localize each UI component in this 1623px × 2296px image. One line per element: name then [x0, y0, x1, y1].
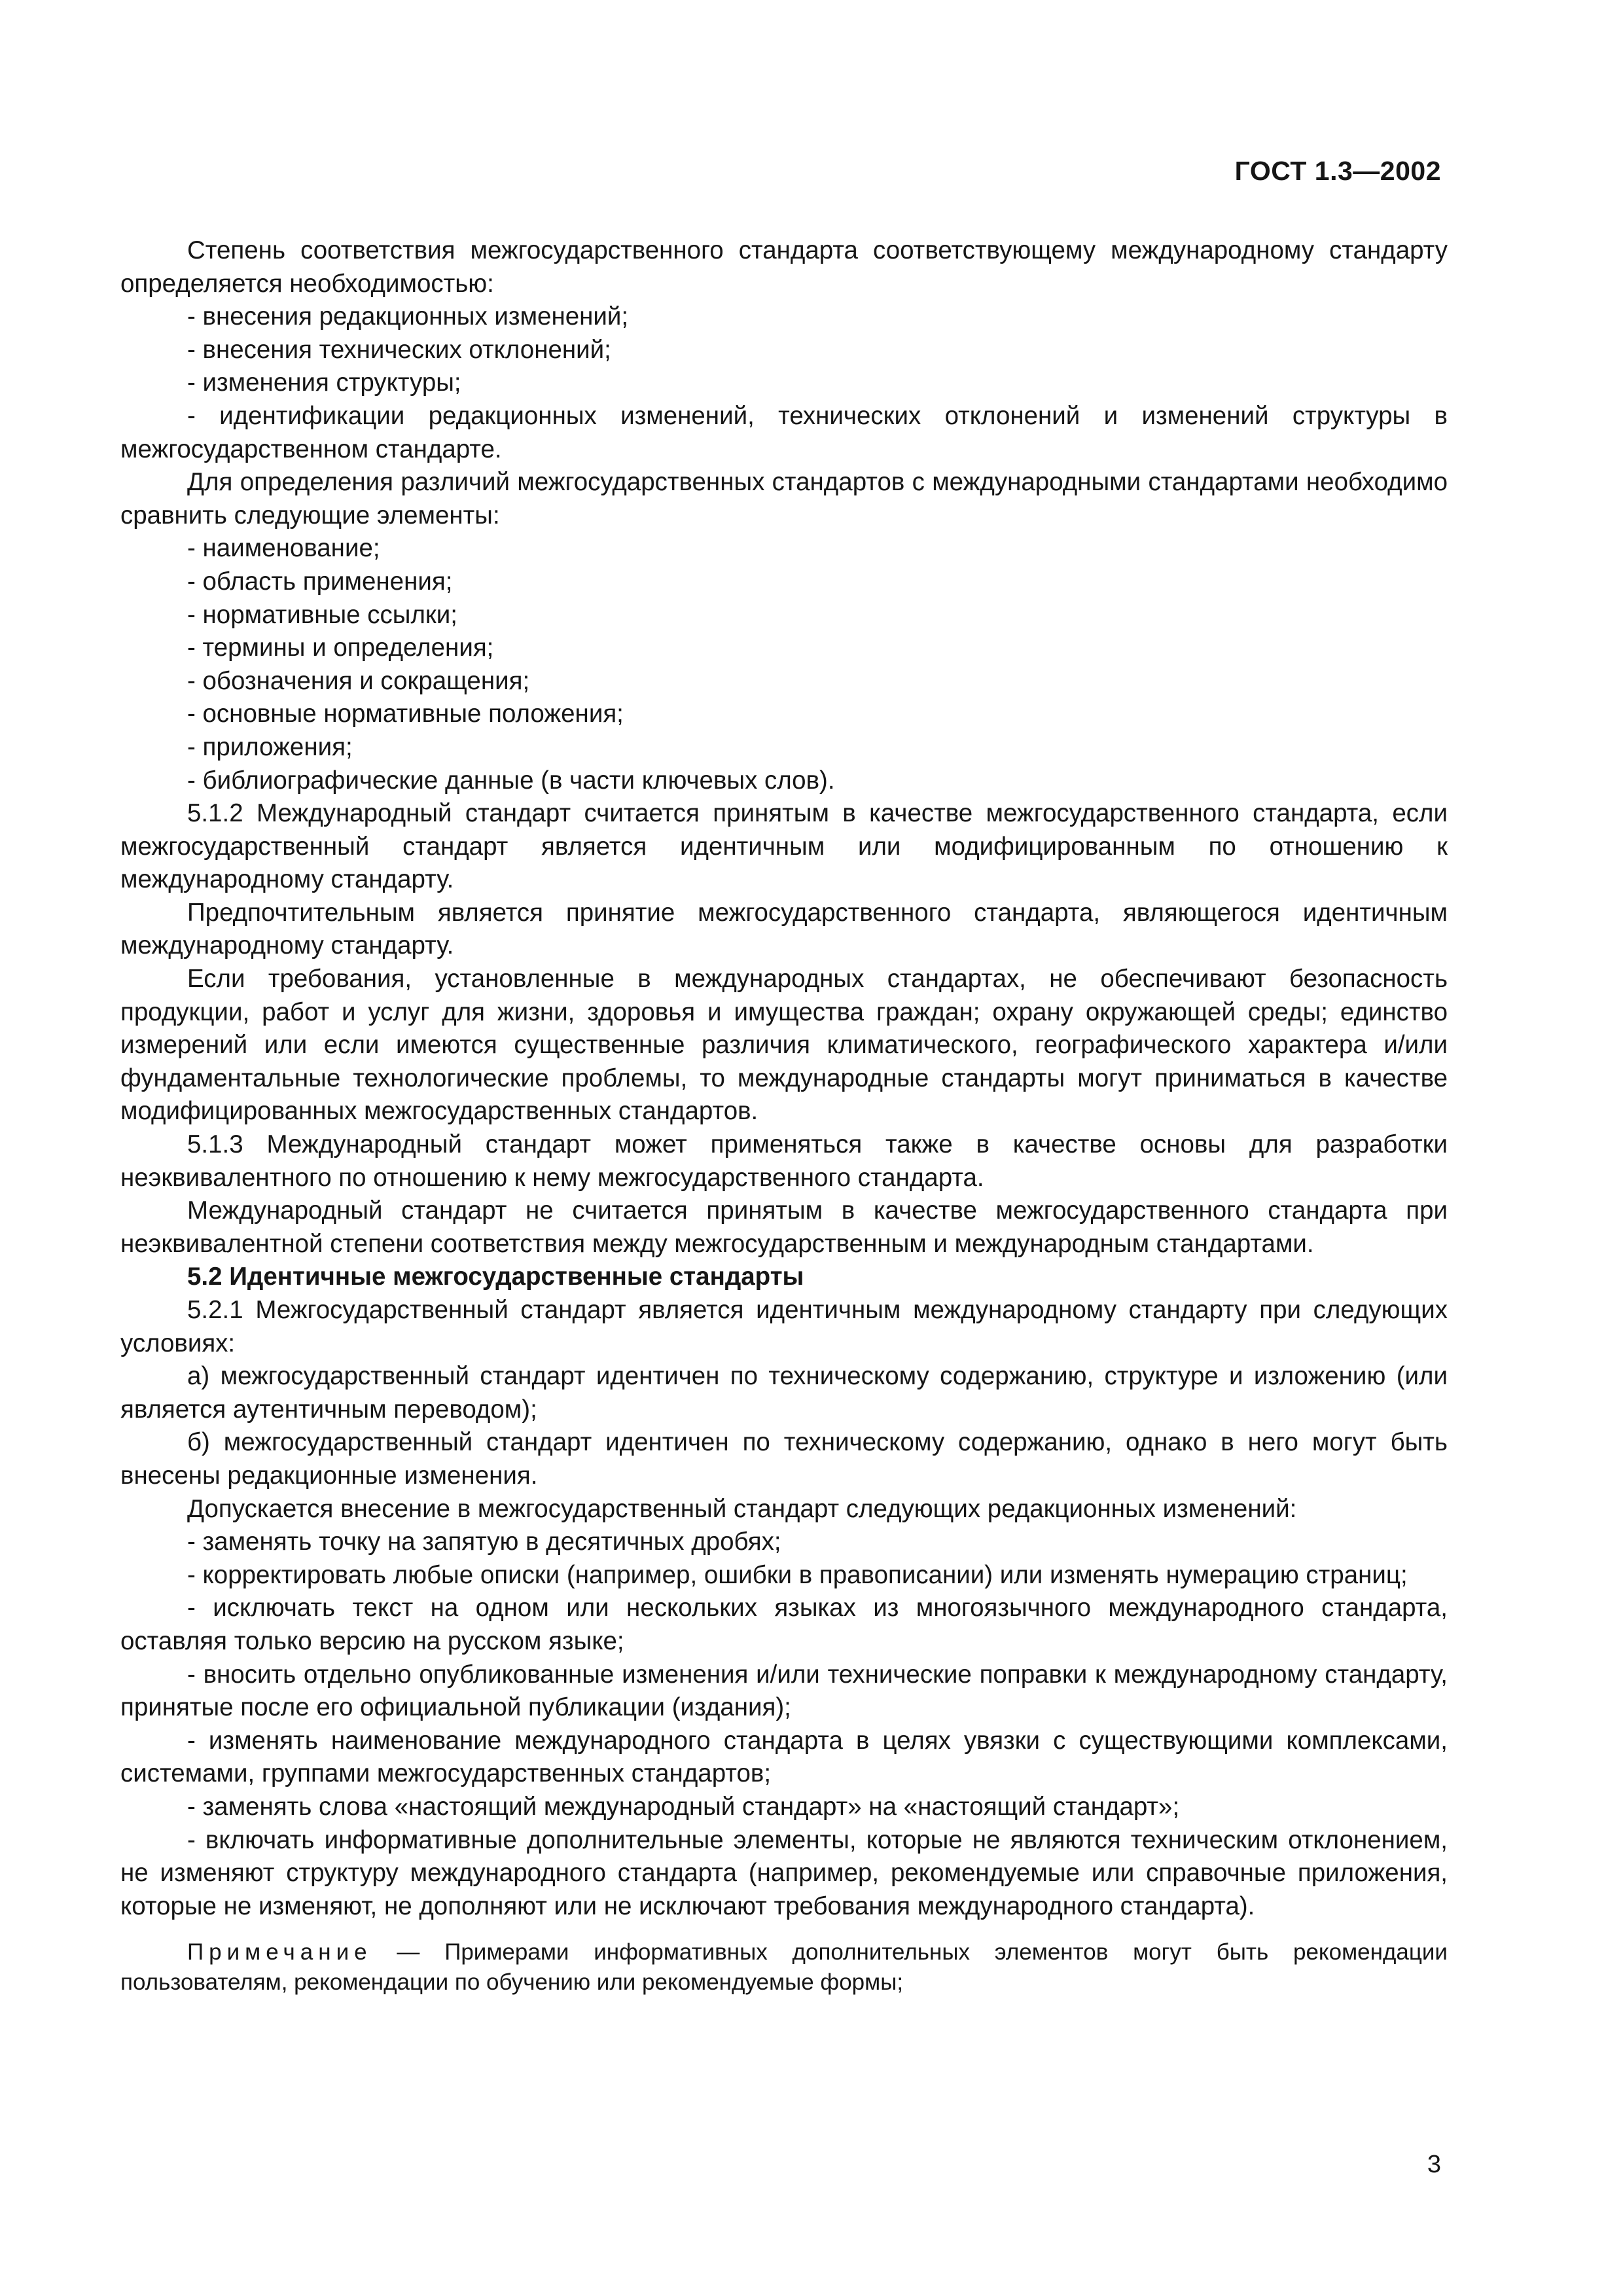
list-item: - обозначения и сокращения; [187, 666, 530, 695]
paragraph: 5.1.2 Международный стандарт считается принятым в качестве межгосударственного стандарта, если межгосударственный стандарт является идентичным или модифицированным по отношению к международному стандарту. [120, 799, 1448, 894]
list-item: - область применения; [187, 567, 453, 596]
paragraph: Для определения различий межгосударственных стандартов с международными стандартами необходимо сравнить следующие элементы: [120, 468, 1448, 529]
list-item: - заменять слова «настоящий международный стандарт» на «настоящий стандарт»; [187, 1792, 1180, 1821]
list-item: - нормативные ссылки; [187, 600, 457, 629]
paragraph: 5.1.3 Международный стандарт может применяться также в качестве основы для разработки неэквивалентного по отношению к нему межгосударственного стандарта. [120, 1130, 1448, 1192]
list-item: - термины и определения; [187, 634, 494, 662]
list-item: - исключать текст на одном или нескольких языках из многоязычного международного стандарта, оставляя только версию на русском языке; [120, 1594, 1448, 1655]
paragraph: б) межгосударственный стандарт идентичен по техническому содержанию, однако в него могут быть внесены редакционные изменения. [120, 1428, 1448, 1490]
paragraph: Степень соответствия межгосударственного стандарта соответствующему международному стандарту определяется необходимостью: [120, 236, 1448, 298]
list-item: - изменять наименование международного стандарта в целях увязки с существующими комплексами, системами, группами межгосударственных стандартов; [120, 1726, 1448, 1788]
list-item: - библиографические данные (в части ключевых слов). [187, 766, 835, 795]
page-body [120, 234, 1448, 1998]
list-item: - основные нормативные положения; [187, 700, 624, 728]
list-item: - наименование; [187, 534, 380, 563]
list-item: - корректировать любые описки (например, ошибки в правописании) или изменять нумерацию страниц; [187, 1560, 1408, 1589]
note-text: — Примерами информативных дополнительных элементов могут быть рекомендации пользователям, рекомендации по обучению или рекомендуемые формы; [120, 1939, 1448, 1996]
list-item: - вносить отдельно опубликованные изменения и/или технические поправки к международному стандарту, принятые после его официальной публикации (издания); [120, 1660, 1448, 1722]
list-item: - внесения редакционных изменений; [187, 302, 629, 331]
note-label: Примечание [187, 1939, 372, 1965]
note [120, 1937, 1448, 1998]
list-item: - изменения структуры; [187, 368, 461, 397]
list-item: - внесения технических отклонений; [187, 335, 611, 364]
paragraph: Предпочтительным является принятие межгосударственного стандарта, являющегося идентичным международному стандарту. [120, 898, 1448, 960]
paragraph: а) межгосударственный стандарт идентичен по техническому содержанию, структуре и изложению (или является аутентичным переводом); [120, 1362, 1448, 1424]
list-item: - приложения; [187, 732, 353, 761]
document-code: ГОСТ 1.3—2002 [1234, 156, 1441, 186]
section-heading: 5.2 Идентичные межгосударственные стандарты [187, 1263, 804, 1291]
list-item: - включать информативные дополнительные элементы, которые не являются техническим отклонением, не изменяют структуру международного стандарта (например, рекомендуемые или справочные приложения, которые не изменяют, не дополняют или не исключают требования международного стандарта). [120, 1825, 1448, 1920]
paragraph: Допускается внесение в межгосударственный стандарт следующих редакционных изменений: [187, 1494, 1297, 1523]
page-number: 3 [1427, 2151, 1441, 2178]
paragraph: 5.2.1 Межгосударственный стандарт является идентичным международному стандарту при следующих условиях: [120, 1296, 1448, 1357]
paragraph: Если требования, установленные в международных стандартах, не обеспечивают безопасность продукции, работ и услуг для жизни, здоровья и имущества граждан; охрану окружающей среды; единство измерений или если имеются существенные различия климатического, географического характера и/или фундаментальные технологические проблемы, то международные стандарты могут приниматься в качестве модифицированных межгосударственных стандартов. [120, 965, 1448, 1126]
list-item: - идентификации редакционных изменений, технических отклонений и изменений структуры в межгосударственном стандарте. [120, 401, 1448, 463]
list-item: - заменять точку на запятую в десятичных дробях; [187, 1528, 781, 1556]
paragraph: Международный стандарт не считается принятым в качестве межгосударственного стандарта при неэквивалентной степени соответствия между межгосударственным и международным стандартами. [120, 1196, 1448, 1258]
